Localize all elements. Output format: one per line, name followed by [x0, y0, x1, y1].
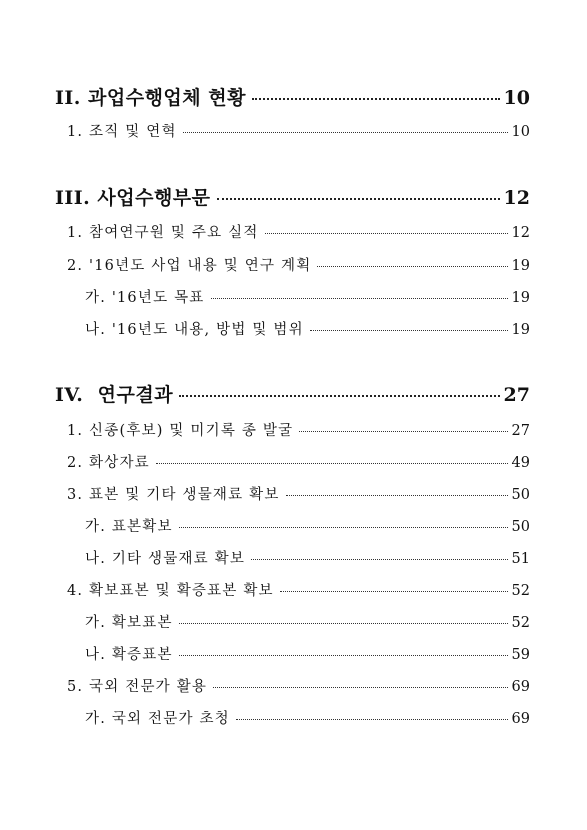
toc-item[interactable]	[67, 221, 530, 242]
toc-item-title: 4. 확보표본 및 확증표본 확보	[67, 583, 274, 599]
toc-item-title: 1. 신종(후보) 및 미기록 종 발굴	[67, 423, 294, 439]
dot-leader	[265, 233, 508, 234]
toc-subitem[interactable]	[85, 611, 530, 632]
toc-item[interactable]	[67, 579, 530, 600]
toc-section-title: III. 사업수행부문	[55, 187, 211, 209]
dot-leader	[179, 395, 499, 397]
dot-leader	[280, 591, 508, 592]
dot-leader	[286, 495, 508, 496]
dot-leader	[156, 463, 508, 464]
toc-subitem[interactable]	[85, 643, 530, 664]
toc-page-number: 59	[511, 647, 530, 663]
toc-section-heading[interactable]	[55, 380, 530, 407]
dot-leader	[310, 330, 508, 331]
toc-subitem-title: 가. '16년도 목표	[85, 290, 205, 306]
toc-item[interactable]	[67, 419, 530, 440]
toc-item-title: 3. 표본 및 기타 생물재료 확보	[67, 487, 280, 503]
toc-section-heading[interactable]	[55, 83, 530, 110]
dot-leader	[213, 687, 507, 688]
toc-page-number: 52	[511, 615, 530, 631]
toc-section-title: II. 과업수행업체 현황	[55, 87, 246, 109]
toc-page-number: 69	[511, 679, 530, 695]
toc-page-number: 12	[511, 225, 530, 241]
toc-subitem[interactable]	[85, 515, 530, 536]
toc-page-number: 19	[511, 258, 530, 274]
toc-item-title: 2. '16년도 사업 내용 및 연구 계획	[67, 258, 312, 274]
toc-subitem-title: 가. 표본확보	[85, 519, 173, 535]
dot-leader	[299, 431, 507, 432]
toc-subitem-title: 나. 확증표본	[85, 647, 173, 663]
toc-subitem[interactable]	[85, 707, 530, 728]
toc-page-number: 52	[511, 583, 530, 599]
toc-subitem-title: 나. 기타 생물재료 확보	[85, 551, 246, 567]
toc-page-number: 50	[511, 487, 530, 503]
dot-leader	[317, 266, 507, 267]
toc-section-title: IV. 연구결과	[55, 384, 174, 406]
toc-item-title: 1. 조직 및 연혁	[67, 124, 177, 140]
toc-item[interactable]	[67, 120, 530, 141]
toc-item-title: 1. 참여연구원 및 주요 실적	[67, 225, 259, 241]
toc-page-number: 49	[511, 455, 530, 471]
toc-page-number: 27	[503, 384, 530, 406]
toc-subitem-title: 나. '16년도 내용, 방법 및 범위	[85, 322, 304, 338]
toc-item[interactable]	[67, 254, 530, 275]
toc-item-title: 2. 화상자료	[67, 455, 150, 471]
dot-leader	[217, 198, 500, 200]
dot-leader	[251, 559, 507, 560]
dot-leader	[183, 132, 508, 133]
dot-leader	[211, 298, 508, 299]
toc-item-title: 5. 국외 전문가 활용	[67, 679, 208, 695]
toc-item[interactable]	[67, 675, 530, 696]
toc-item[interactable]	[67, 451, 530, 472]
toc-subitem-title: 가. 국외 전문가 초청	[85, 711, 230, 727]
toc-page-number: 51	[511, 551, 530, 567]
toc-page-number: 50	[511, 519, 530, 535]
toc-page-number: 19	[511, 322, 530, 338]
toc-page-number: 27	[511, 423, 530, 439]
toc-section-heading[interactable]	[55, 183, 530, 210]
toc-page-number: 12	[503, 187, 530, 209]
dot-leader	[179, 527, 508, 528]
toc-subitem[interactable]	[85, 318, 530, 339]
dot-leader	[179, 623, 508, 624]
toc-subitem-title: 가. 확보표본	[85, 615, 173, 631]
dot-leader	[236, 719, 508, 720]
toc-page-number: 69	[511, 711, 530, 727]
dot-leader	[179, 655, 508, 656]
toc-page-number: 10	[511, 124, 530, 140]
toc-subitem[interactable]	[85, 547, 530, 568]
dot-leader	[252, 98, 500, 100]
toc-subitem[interactable]	[85, 286, 530, 307]
toc-item[interactable]	[67, 483, 530, 504]
toc-page-number: 19	[511, 290, 530, 306]
toc-page-number: 10	[503, 87, 530, 109]
